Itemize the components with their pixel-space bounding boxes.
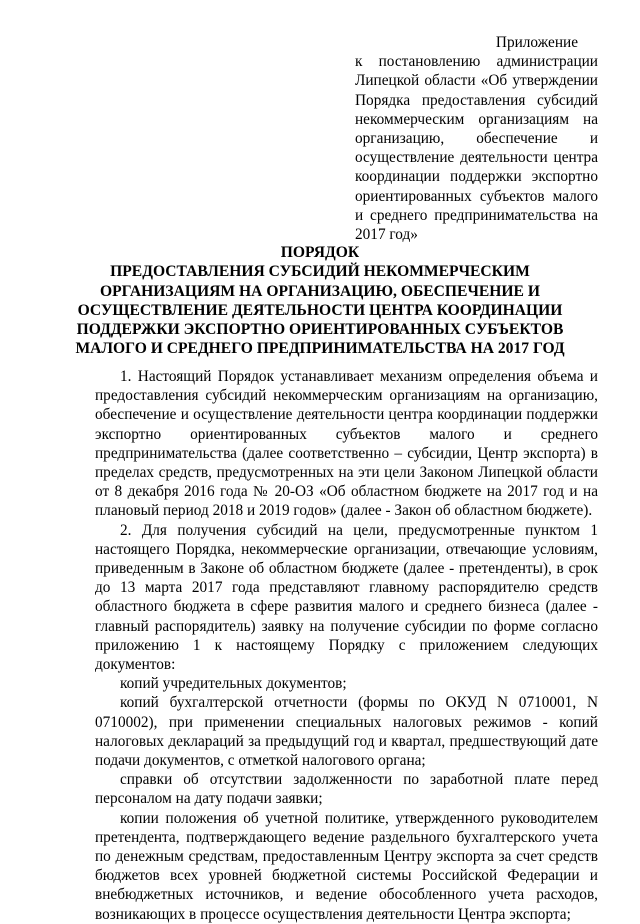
title-heading: ПОРЯДОК [280, 244, 360, 261]
appendix-block [355, 33, 598, 244]
list-item-founding-documents: копий учредительных документов; [120, 675, 347, 693]
paragraph-2: 2. Для получения субсидий на цели, предусмотренные пунктом 1 настоящего Порядка, некоммерческие организации, отвечающие условиям, приведенным в Законе об областном бюджете (далее - претенденты), в срок до 13 марта 2017 года представляют главному распорядителю средств областного бюджета в сфере развития малого и среднего бизнеса (далее - главный распорядитель) заявку на получение субсидии по форме согласно приложению 1 к настоящему Порядку с приложением следующих документов: [95, 521, 598, 674]
list-item-accounting-policy: копии положения об учетной политике, утвержденного руководителем претендента, подтверждающего ведение раздельного бухгалтерского учета по денежным средствам, предоставленным Центру экспорта за счет средств бюджетов всех уровней бюджетной системы Российской Федерации и внебюджетных источников, и ведение обособленного учета расходов, возникающих в процессе осуществления деятельности Центра экспорта; [95, 809, 598, 923]
list-item-salary-debt-certificate: справки об отсутствии задолженности по заработной плате перед персоналом на дату подачи заявки; [95, 771, 598, 808]
list-item-accounting-reports: копий бухгалтерской отчетности (формы по ОКУД N 0710001, N 0710002), при применении специальных налоговых режимов - копий налоговых деклараций за предыдущий год и квартал, предшествующий дате подачи документов, с отметкой налогового органа; [95, 694, 598, 770]
document-body [95, 367, 598, 924]
title-subheading: ПРЕДОСТАВЛЕНИЯ СУБСИДИЙ НЕКОММЕРЧЕСКИМ ОРГАНИЗАЦИЯМ НА ОРГАНИЗАЦИЮ, ОБЕСПЕЧЕНИЕ И ОСУЩЕСТВЛЕНИЕ ДЕЯТЕЛЬНОСТИ ЦЕНТРА КООРДИНАЦИИ ПОДДЕРЖКИ ЭКСПОРТНО ОРИЕНТИРОВАННЫХ СУБЪЕКТОВ МАЛОГО И СРЕДНЕГО ПРЕДПРИНИМАТЕЛЬСТВА НА 2017 ГОД [75, 263, 565, 358]
appendix-text: к постановлению администрации Липецкой области «Об утверждении Порядка предоставления субсидий некоммерческим организациям на организацию, обеспечение и осуществление деятельности центра координации поддержки экспортно ориентированных субъектов малого и среднего предпринимательства на 2017 год» [355, 53, 598, 244]
document-title [60, 243, 580, 359]
paragraph-1: 1. Настоящий Порядок устанавливает механизм определения объема и предоставления субсидий некоммерческим организациям на организацию, обеспечение и осуществление деятельности центра координации поддержки экспортно ориентированных субъектов малого и среднего предпринимательства (далее соответственно – субсидии, Центр экспорта) в пределах средств, предусмотренных на эти цели Законом Липецкой области от 8 декабря 2016 года № 20-ОЗ «Об областном бюджете на 2017 год и на плановый период 2018 и 2019 годов» (далее - Закон об областном бюджете). [95, 368, 598, 520]
appendix-label: Приложение [495, 34, 578, 51]
